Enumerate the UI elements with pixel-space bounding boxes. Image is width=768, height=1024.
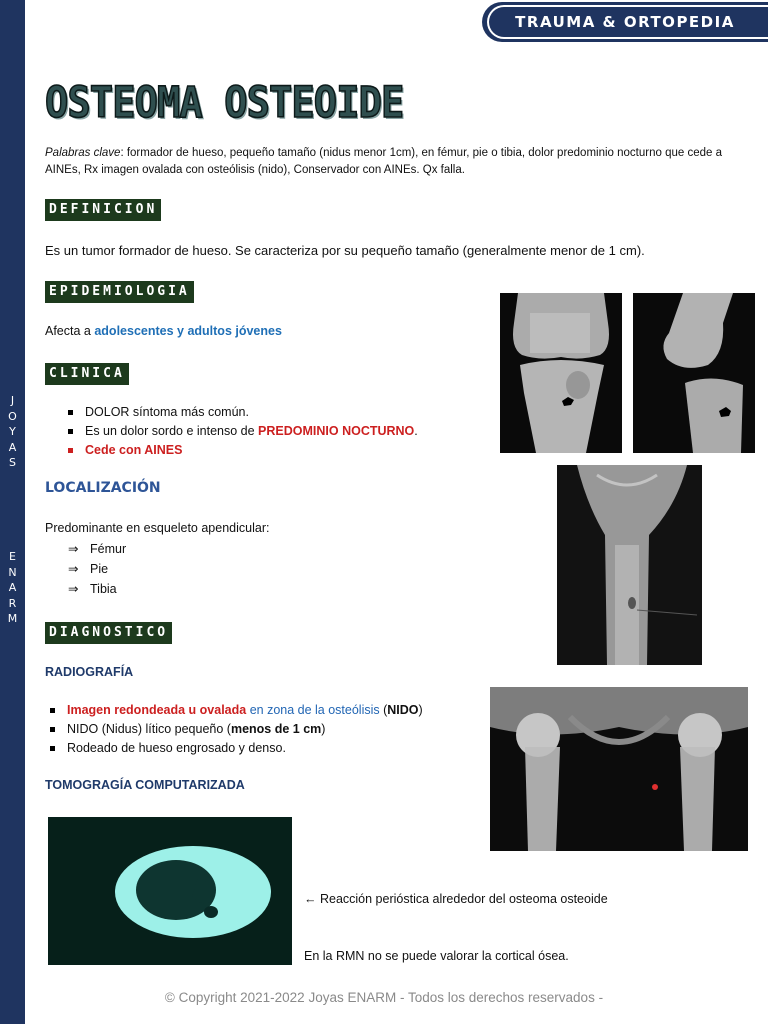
sidebar-letter: A — [8, 440, 17, 454]
sidebar-letter: R — [8, 596, 17, 610]
localizacion-list — [68, 539, 126, 599]
section-banner — [482, 2, 768, 42]
left-arrow-icon: ← — [304, 892, 317, 906]
tomografia-heading: TOMOGRAGÍA COMPUTARIZADA — [45, 778, 245, 792]
sidebar-letter: Y — [9, 425, 16, 438]
radiografia-item-1-blue: en zona de la osteólisis — [246, 703, 380, 717]
sidebar-word-enarm — [0, 549, 25, 627]
sidebar-letter: M — [7, 612, 18, 625]
clinica-list — [63, 403, 418, 460]
arrow-icon: ⇒ — [68, 562, 79, 576]
radiografia-item-2-bold: menos de 1 cm — [230, 722, 322, 736]
radiografia-item-3: Rodeado de hueso engrosado y denso. — [67, 741, 286, 755]
periosteal-caption-text: Reacción perióstica alrededor del osteoma osteoide — [316, 892, 608, 906]
radiografia-item-1-close: ) — [418, 703, 423, 717]
localizacion-item: Fémur — [90, 542, 127, 556]
radiografia-item-1-red: Imagen redondeada u ovalada — [67, 703, 247, 717]
copyright-footer: © Copyright 2021-2022 Joyas ENARM - Todos los derechos reservados - — [164, 990, 604, 1005]
radiografia-list — [45, 701, 423, 758]
clinica-item-2-suffix: . — [414, 424, 418, 438]
list-item — [63, 403, 418, 422]
list-item — [63, 441, 418, 460]
list-item — [45, 701, 423, 720]
list-item — [68, 559, 126, 579]
localizacion-intro: Predominante en esqueleto apendicular: — [45, 521, 270, 535]
keywords-text: : formador de hueso, pequeño tamaño (nidus menor 1cm), en fémur, pie o tibia, dolor predominio nocturno que cede a AINEs, Rx imagen ovalada con osteólisis (nido), Conservador con AINEs. Qx falla. — [45, 147, 722, 176]
radiografia-item-2-suffix: ) — [321, 722, 326, 736]
knee-lateral-xray-image — [633, 293, 755, 453]
sidebar-word-joyas — [0, 393, 25, 471]
arrow-icon: ⇒ — [68, 542, 79, 556]
clinica-heading: CLINICA — [45, 363, 129, 385]
knee-ap-xray-image — [500, 293, 622, 453]
page-title: OSTEOMA OSTEOIDE — [45, 78, 404, 128]
localizacion-item: Pie — [90, 562, 109, 576]
definicion-heading: DEFINICION — [45, 199, 161, 221]
femur-xray-image — [557, 465, 702, 665]
list-item — [68, 579, 126, 599]
ct-scan-image — [48, 817, 292, 965]
sidebar-letter: A — [8, 581, 17, 594]
epidemiologia-highlight: adolescentes y adultos jóvenes — [94, 324, 282, 338]
keywords-paragraph — [45, 145, 745, 179]
sidebar-letter: O — [8, 409, 17, 423]
radiografia-heading: RADIOGRAFÍA — [45, 665, 134, 679]
localizacion-item: Tibia — [90, 582, 117, 596]
sidebar-letter: E — [9, 550, 16, 563]
rmn-caption: En la RMN no se puede valorar la cortical ósea. — [304, 949, 569, 963]
clinica-item-2-highlight: PREDOMINIO NOCTURNO — [258, 424, 415, 438]
list-item — [45, 720, 423, 739]
arrow-icon: ⇒ — [68, 582, 79, 596]
localizacion-heading: LOCALIZACIÓN — [45, 480, 161, 496]
list-item — [68, 539, 126, 559]
sidebar-letter: N — [8, 565, 17, 579]
sidebar-letter: S — [9, 456, 16, 469]
clinica-item-1: DOLOR síntoma más común. — [85, 405, 249, 419]
sidebar — [0, 0, 25, 1024]
periosteal-caption — [304, 891, 608, 908]
keywords-label: Palabras clave — [45, 147, 121, 159]
radiografia-item-2: NIDO (Nidus) lítico pequeño ( — [67, 722, 231, 736]
definicion-text: Es un tumor formador de hueso. Se caracteriza por su pequeño tamaño (generalmente menor de 1 cm). — [45, 243, 645, 258]
radiografia-item-1-open: ( — [379, 703, 388, 717]
list-item — [45, 739, 423, 758]
list-item — [63, 422, 418, 441]
sidebar-letter: J — [10, 394, 15, 407]
clinica-item-3: Cede con AINES — [85, 443, 183, 457]
epidemiologia-text — [45, 323, 282, 340]
pelvis-xray-image — [490, 687, 748, 851]
banner-label: TRAUMA & ORTOPEDIA — [515, 13, 735, 31]
diagnostico-heading: DIAGNOSTICO — [45, 622, 172, 644]
epidemiologia-heading: EPIDEMIOLOGIA — [45, 281, 194, 303]
clinica-item-2: Es un dolor sordo e intenso de — [85, 424, 259, 438]
epidemiologia-prefix: Afecta a — [45, 324, 95, 338]
radiografia-item-1-bold: NIDO — [387, 703, 419, 717]
